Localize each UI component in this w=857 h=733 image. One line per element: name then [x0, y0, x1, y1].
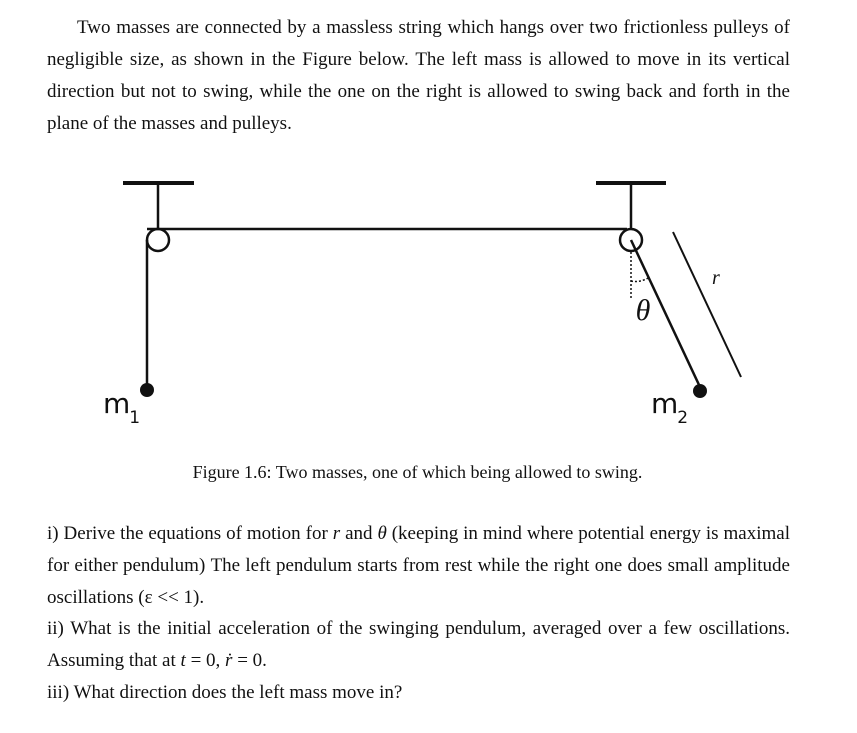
mass-2-dot — [693, 384, 707, 398]
q2-var-t: t — [180, 650, 186, 671]
m2-label: m2 — [651, 387, 689, 428]
left-pulley — [147, 229, 169, 251]
q2-text-c: = 0. — [232, 650, 267, 671]
theta-label: θ — [635, 294, 651, 327]
question-3: iii) What direction does the left mass move in? — [47, 682, 403, 703]
two-mass-pulley-figure — [0, 160, 857, 460]
r-label: r — [712, 267, 720, 289]
theta-angle-arc — [631, 277, 650, 282]
m1-label: m1 — [103, 387, 141, 428]
q1-text-c: (keeping in mind where potential energy is maximal for either pendulum) The left pendulum starts from rest while the right one does small amplitude oscillations (ε << 1). — [47, 523, 790, 608]
r-length-indicator — [673, 232, 741, 377]
question-2 — [47, 613, 790, 677]
q2-text-b: = 0, — [185, 650, 226, 671]
mass-1-dot — [140, 383, 154, 397]
q1-text-a: i) Derive the equations of motion for — [47, 523, 333, 544]
q2-var-rdot: ṙ — [225, 650, 233, 671]
q1-text-b: and — [340, 523, 378, 544]
intro-paragraph: Two masses are connected by a massless string which hangs over two frictionless pulleys of negligible size, as shown in the Figure below. The left mass is allowed to move in its vertical direction but not to swing, while the one on the right is allowed to swing back and forth in the plane of the masses and pulleys. — [47, 17, 790, 134]
q2-text-a: ii) What is the initial acceleration of the swinging pendulum, averaged over a few oscillations. Assuming that at — [47, 618, 790, 671]
q1-var-r: r — [332, 523, 341, 544]
q1-var-theta: θ — [377, 523, 387, 544]
figure-caption: Figure 1.6: Two masses, one of which being allowed to swing. — [192, 462, 643, 482]
question-1 — [47, 518, 790, 614]
